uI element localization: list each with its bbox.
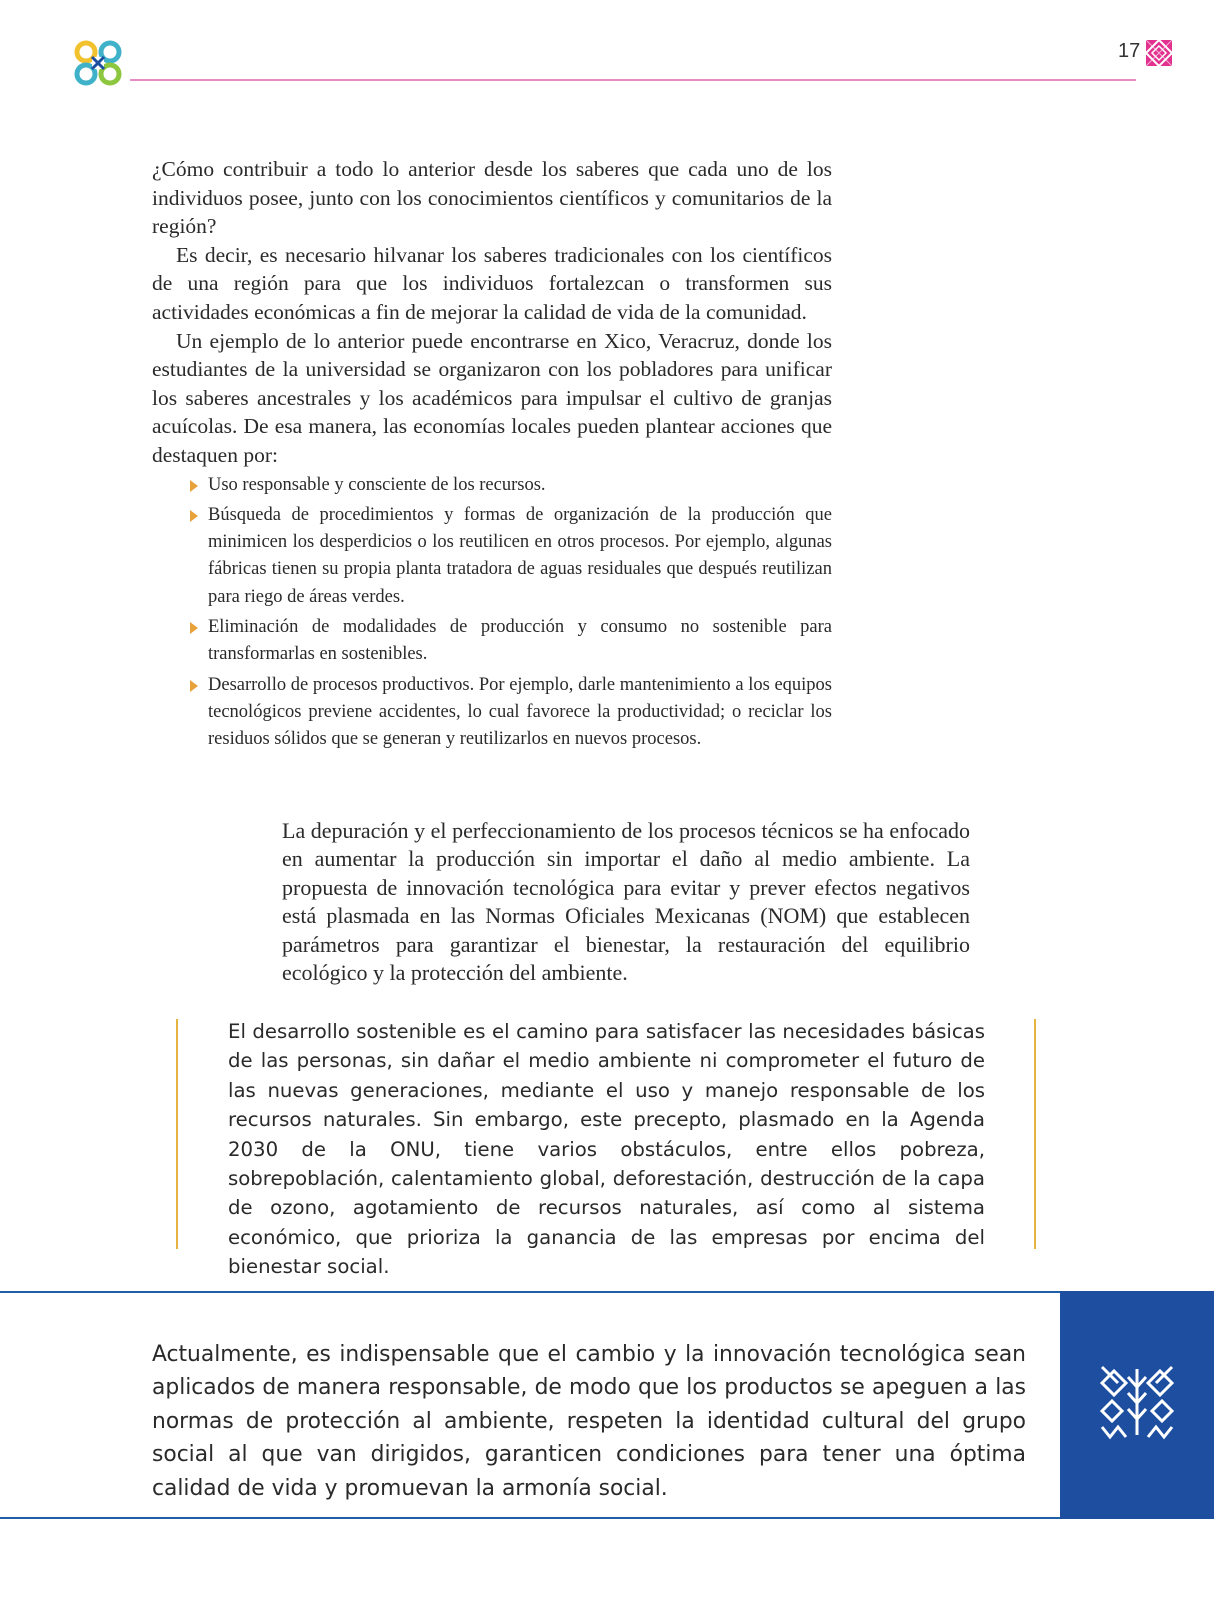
page-number: 17 <box>1118 40 1141 62</box>
list-item <box>208 472 832 499</box>
list-item <box>208 614 832 669</box>
header-rule <box>130 79 1136 81</box>
paragraph: Un ejemplo de lo anterior puede encontrarse en Xico, Veracruz, donde los estudiantes de la universidad se organizaron con los pobladores para unificar los saberes ancestrales y los académicos para impulsar el cultivo de granjas acuícolas. De esa manera, las economías locales pueden plantear acciones que destaquen por: <box>152 328 832 467</box>
band-text: Actualmente, es indispensable que el cambio y la innovación tecnológica sean aplicados de manera responsable, de modo que los productos se apeguen a las normas de protección al ambiente, respeten la identidad cultural del grupo social al que van dirigidos, garanticen condiciones para tener una óptima calidad de vida y promuevan la armonía social. <box>152 1342 1026 1501</box>
list-item-text: Eliminación de modalidades de producción y consumo no sostenible para transformarlas en sostenibles. <box>208 617 832 665</box>
box-left-line <box>176 1019 178 1249</box>
pink-pattern-icon <box>1146 40 1172 66</box>
paragraph: ¿Cómo contribuir a todo lo anterior desde los saberes que cada uno de los individuos posee, junto con los conocimientos científicos y comunitarios de la región? <box>152 157 832 239</box>
list-item-text: Uso responsable y consciente de los recursos. <box>208 474 546 495</box>
bullet-list <box>152 472 832 754</box>
list-item <box>208 502 832 611</box>
list-item-text: Desarrollo de procesos productivos. Por ejemplo, darle mantenimiento a los equipos tecnológicos previene accidentes, lo cual favorece la productividad; o reciclar los residuos sólidos que se generan y reutilizarlos en nuevos procesos. <box>208 674 832 750</box>
triangle-bullet-icon <box>190 680 198 692</box>
triangle-bullet-icon <box>190 510 198 522</box>
interlaced-circles-logo-icon <box>72 38 124 88</box>
white-geometric-pattern-icon <box>1098 1363 1176 1441</box>
quote-paragraph: La depuración y el perfeccionamiento de los procesos técnicos se ha enfocado en aumentar la producción sin importar el daño al medio ambiente. La propuesta de innovación tecnológica para evitar y prever efectos negativos está plasmada en las Normas Oficiales Mexicanas (NOM) que establecen parámetros para garantizar el bienestar, la restauración del equilibrio ecológico y la protección del ambiente. <box>282 818 970 986</box>
list-item-text: Búsqueda de procedimientos y formas de organización de la producción que minimicen los desperdicios o los reutilicen en otros procesos. Por ejemplo, algunas fábricas tienen su propia planta tratadora de aguas residuales que después reutilizan para riego de áreas verdes. <box>208 504 832 607</box>
blue-block <box>1060 1291 1214 1519</box>
paragraph: Es decir, es necesario hilvanar los saberes tradicionales con los científicos de una región para que los individuos fortalezcan o transformen sus actividades económicas a fin de mejorar la calidad de vida de la comunidad. <box>152 242 832 324</box>
main-text <box>152 155 832 757</box>
band-top-rule <box>0 1291 1060 1293</box>
triangle-bullet-icon <box>190 480 198 492</box>
band-bottom-rule <box>0 1517 1060 1519</box>
box-right-line <box>1034 1019 1036 1249</box>
list-item <box>208 672 832 754</box>
triangle-bullet-icon <box>190 622 198 634</box>
box-text: El desarrollo sostenible es el camino para satisfacer las necesidades básicas de las personas, sin dañar el medio ambiente ni comprometer el futuro de las nuevas generaciones, mediante el uso y manejo responsable de los recursos naturales. Sin embargo, este precepto, plasmado en la Agenda 2030 de la ONU, tiene varios obstáculos, entre ellos pobreza, sobrepoblación, calentamiento global, deforestación, destrucción de la capa de ozono, agotamiento de recursos naturales, así como al sistema económico, que prioriza la ganancia de las empresas por encima del bienestar social. <box>228 1020 985 1279</box>
